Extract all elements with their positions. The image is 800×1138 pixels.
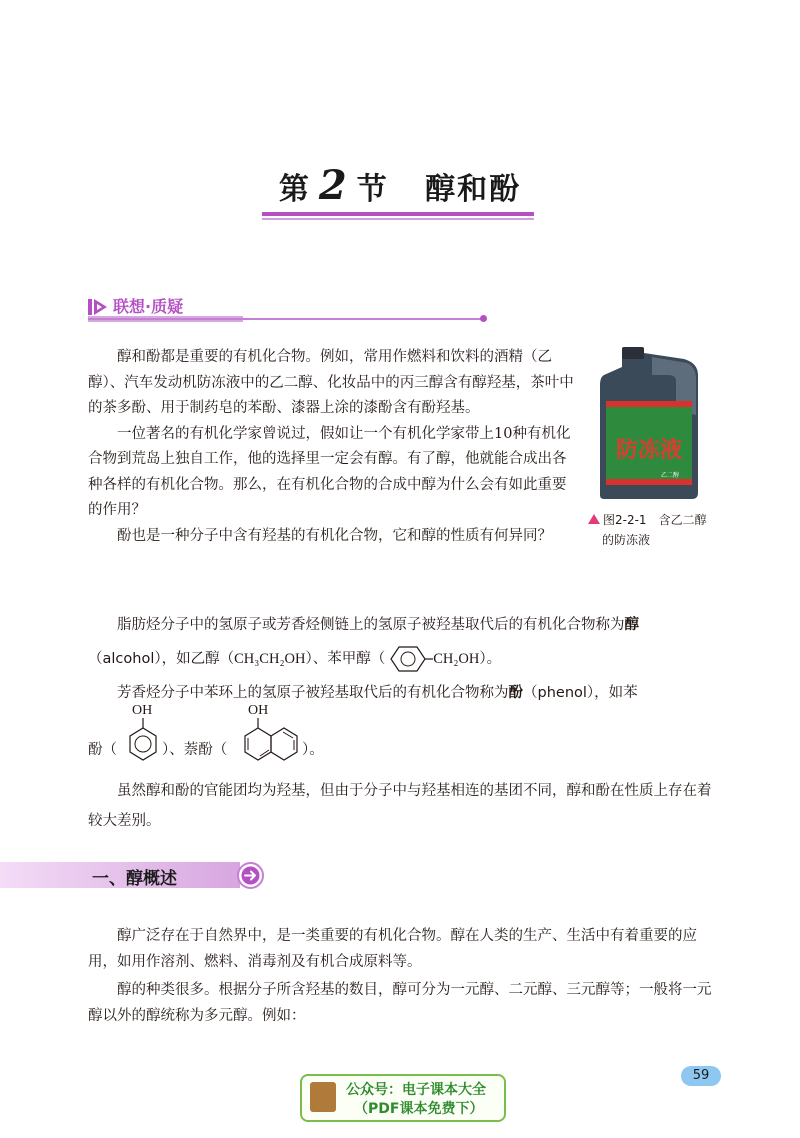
phenol-word: 酚（ [88,742,117,758]
section1-paragraph-2: 醇的种类很多。根据分子所含羟基的数目，醇可分为一元醇、二元醇、三元醇等；一般将一元醇以外的醇统称为多元醇。例如： [88,982,712,1024]
title-name: 醇和酚 [425,172,522,207]
benzene-ring-icon [385,645,433,673]
title-underline [262,212,534,216]
banner-dot [480,315,487,322]
phenol-structures [88,700,724,770]
antifreeze-jug-image [592,345,706,501]
ethanol-formula: CH₃CH₂OH [234,651,306,667]
caption-line-2: 的防冻液 [602,533,651,547]
benzyl-group-formula: CH₂OH [433,651,480,667]
section-heading: 一、醇概述 [92,869,177,889]
alcohol-def-text-2: （alcohol），如乙醇（ [88,651,235,667]
naphthol-structure-icon [238,700,302,768]
banner-label: 联想·质疑 [113,297,184,316]
section1-paragraph-1: 醇广泛存在于自然界中，是一类重要的有机化合物。醇在人类的生产、生活中有着重要的应用，如用作溶剂、燃料、消毒剂及有机合成原料等。 [88,928,697,970]
alcohol-def-text: 脂肪烃分子中的氢原子或芳香烃侧链上的氢原子被羟基取代后的有机化合物称为 [117,617,625,633]
title-section: 节 [356,172,389,207]
title-underline-light [262,218,534,220]
jug-small-label: 乙二醇 [660,472,680,479]
watermark-stamp [300,1074,506,1122]
title-prefix: 第 [278,172,311,207]
stamp-line-2: （PDF课本免费下） [354,1101,484,1117]
alcohol-definition [88,608,724,710]
phenol-structure-icon [126,700,166,768]
intro-paragraph-3: 酚也是一种分子中含有羟基的有机化合物，它和醇的性质有何异同？ [117,527,552,544]
difference-paragraph: 虽然醇和酚的官能团均为羟基，但由于分子中与羟基相连的基团不同，醇和酚在性质上存在着较大差别。 [88,783,712,829]
intro-paragraph-1: 醇和酚都是重要的有机化合物。例如，常用作燃料和饮料的酒精（乙醇）、汽车发动机防冻液中的乙二醇、化妆品中的丙三醇含有醇羟基，茶叶中的茶多酚、用于制药皂的苯酚、漆器上涂的漆酚含有酚羟基。 [88,349,574,416]
book-icon [310,1082,336,1112]
phenol-end-paren: ）。 [302,742,324,758]
figure-caption [588,510,707,550]
intro-paragraph-2: 一位著名的有机化学家曾说过，假如让一个有机化学家带上10种有机化合物到荒岛上独自工作，他的选择里一定会有醇。有了醇，他就能合成出各种各样的有机化合物。那么，在有机化合物的合成中醇为什么会有如此重要的作用？ [88,425,571,518]
alcohol-def-text-4: ）。 [479,651,502,667]
phenol-term: 酚 [508,685,523,701]
section1-body [88,923,720,1029]
phenol-def-text: 芳香烃分子中苯环上的氢原子被羟基取代后的有机化合物称为 [117,685,509,701]
alcohol-term: 醇 [624,617,639,633]
alcohol-def-text-3: ）、苯甲醇（ [305,651,386,667]
title-number: 2 [318,162,349,209]
stamp-line-1: 公众号：电子课本大全 [346,1082,486,1098]
naphthol-oh-label: OH [248,703,269,718]
play-arrow-icon [88,297,108,317]
phenol-def-text-2: （phenol），如苯 [523,685,638,701]
caption-line-1: 图2-2-1 含乙二醇 [603,513,707,527]
page-number: 59 [681,1066,721,1086]
arrow-right-icon [237,862,264,889]
jug-label: 防冻液 [615,438,683,463]
phenol-oh-label: OH [132,703,153,718]
naphthol-word: ）、萘酚（ [162,742,228,758]
caption-triangle-icon [588,514,600,524]
banner-line [88,318,482,320]
page-title [0,162,800,209]
intro-block [88,345,578,549]
